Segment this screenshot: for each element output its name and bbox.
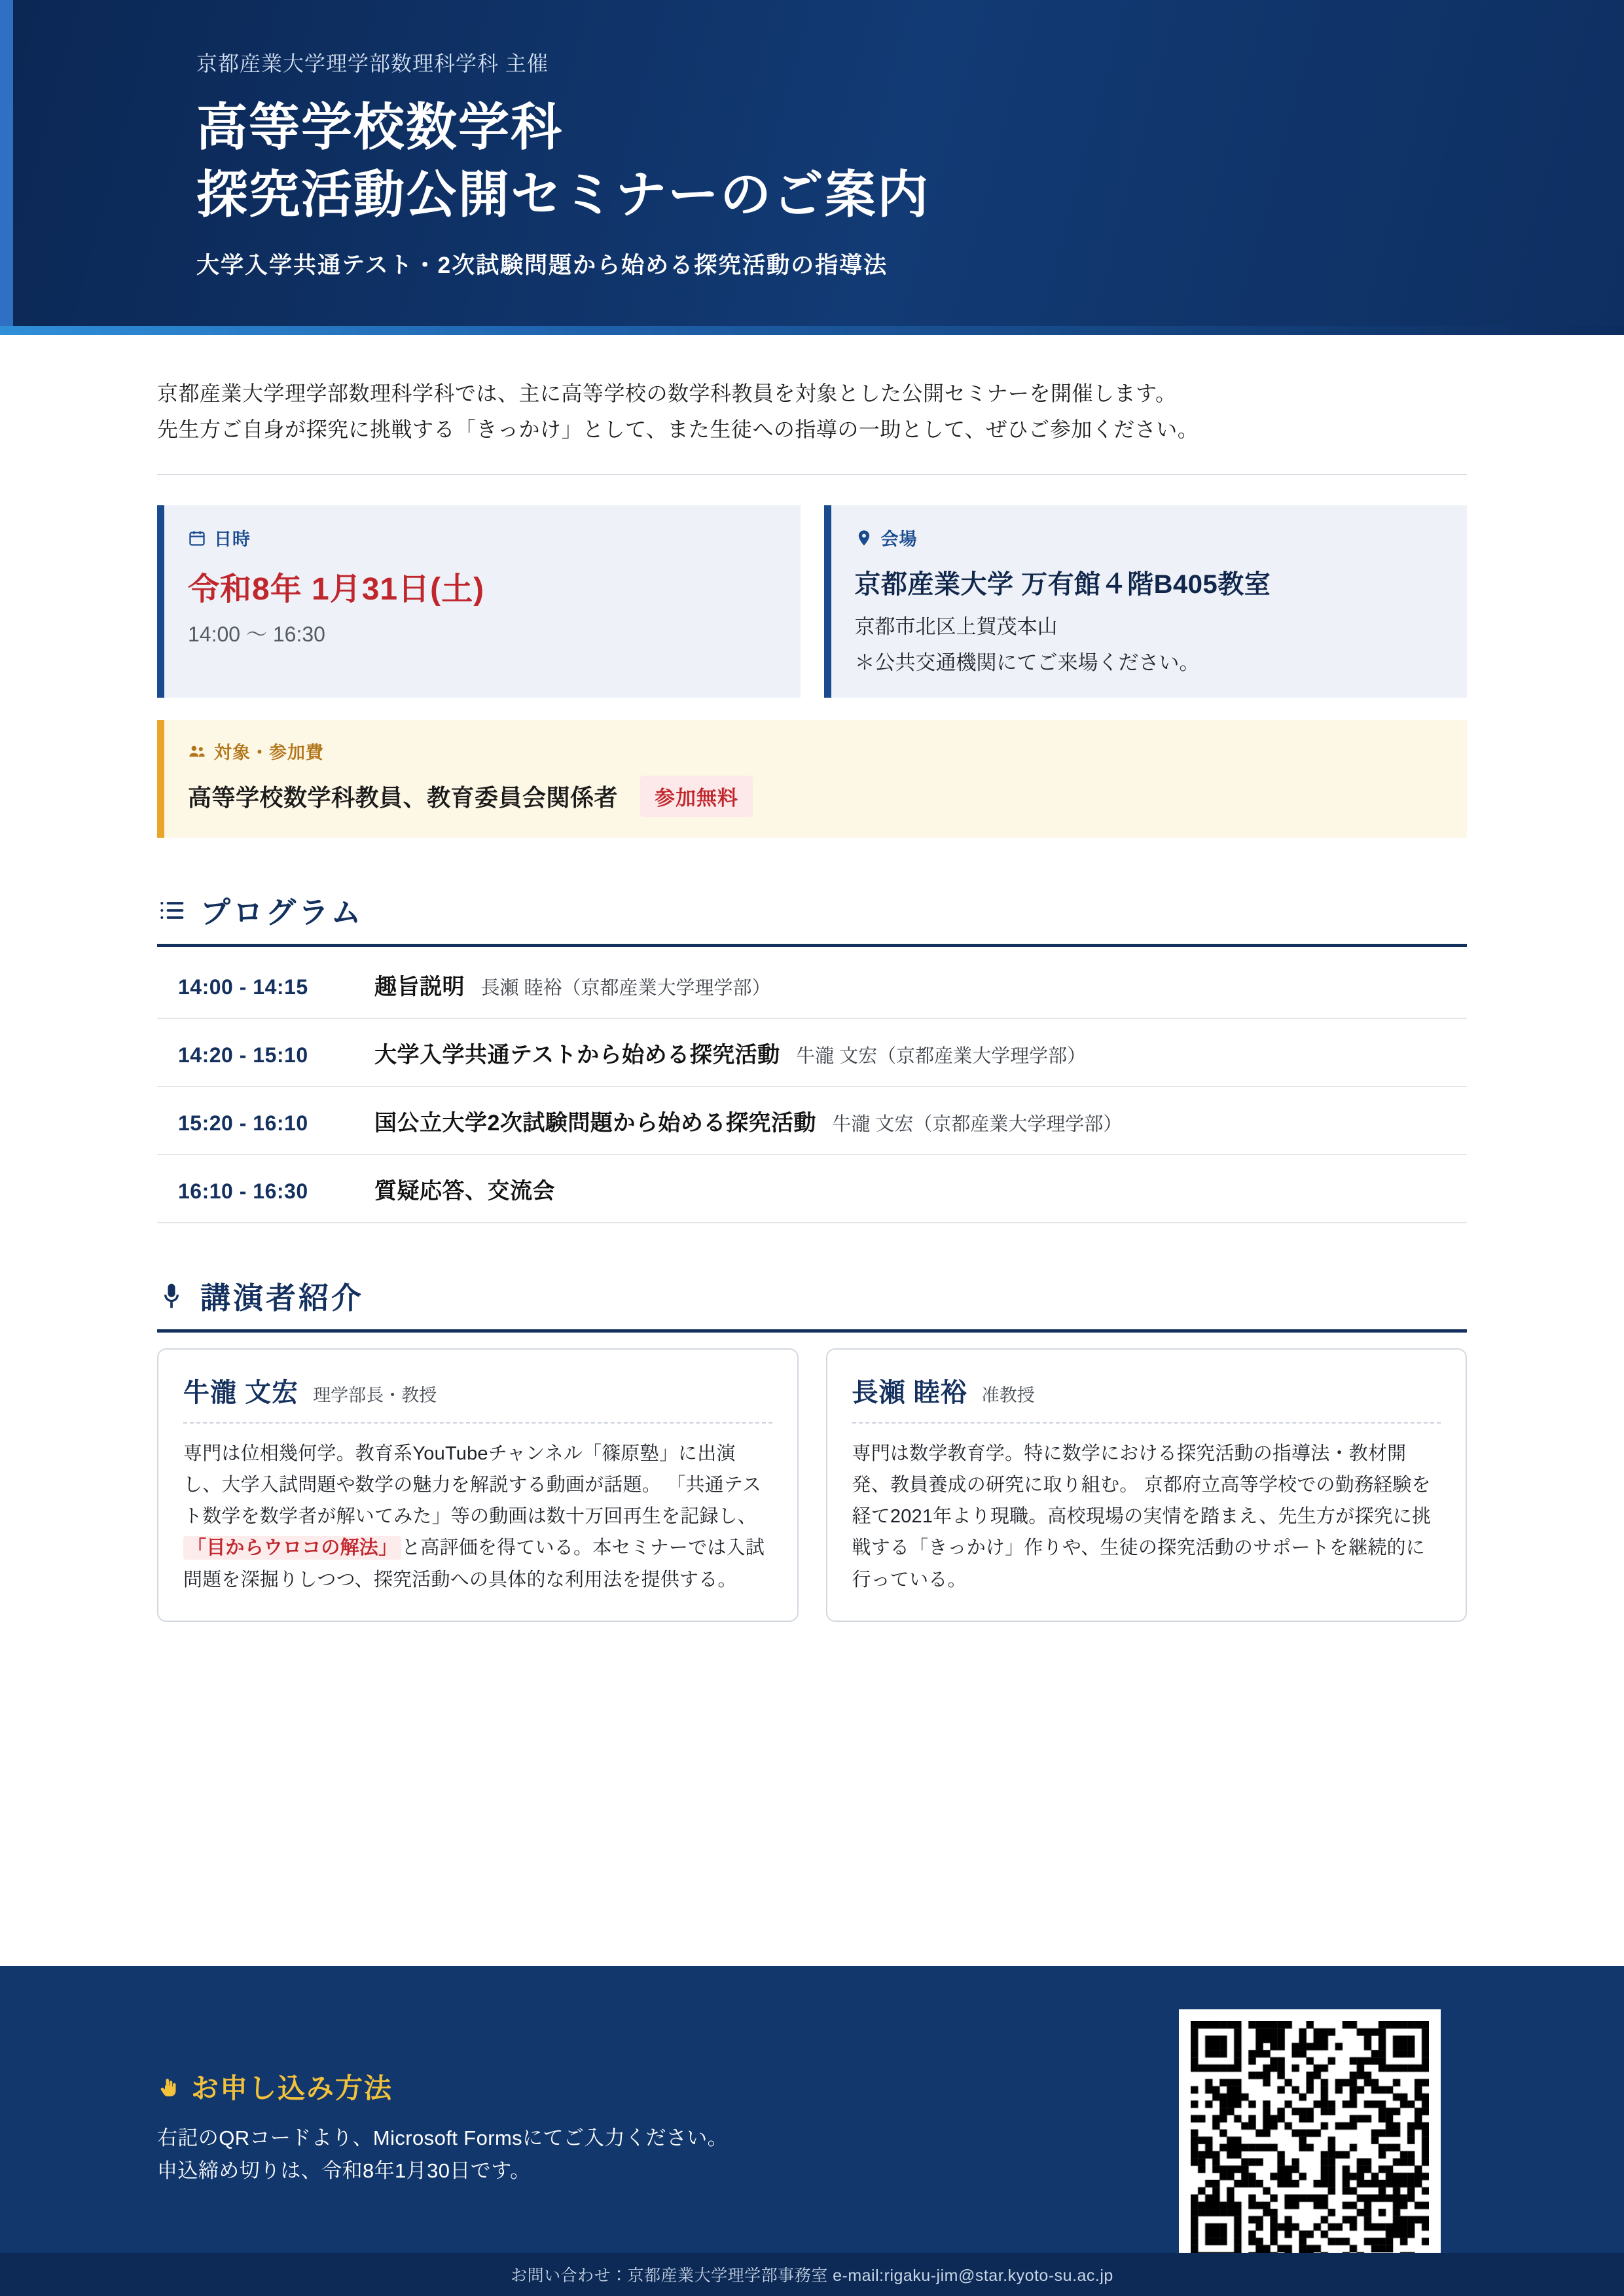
page-title-line2: 探究活動公開セミナーのご案内 (196, 166, 930, 223)
speaker-divider (852, 1422, 1441, 1424)
apply-footer (0, 1966, 1624, 2296)
program-speaker: 牛瀧 文宏（京都産業大学理学部） (796, 1046, 1087, 1067)
lead-paragraph (157, 376, 1467, 448)
qr-code-canvas (1191, 2021, 1429, 2259)
venue-label-row (855, 525, 1444, 550)
status-badge: 参加無料 (640, 776, 753, 817)
program-heading-rule (157, 944, 1467, 947)
table-row (157, 1087, 1467, 1155)
table-row (157, 951, 1467, 1019)
program-heading-row (157, 889, 1467, 932)
main-content (0, 376, 1624, 1622)
apply-line-2: 申込締め切りは、令和8年1月30日です。 (157, 2159, 531, 2183)
program-time: 15:20 - 16:10 (178, 1111, 308, 1136)
info-row (157, 505, 1467, 698)
program-title: 大学入学共通テストから始める探究活動 (374, 1043, 780, 1068)
venue-address: 京都市北区上賀茂本山 (854, 615, 1058, 639)
speaker-bio (183, 1438, 772, 1596)
target-label: 対象・参加費 (214, 743, 324, 763)
poster-header (0, 0, 1624, 335)
program-speaker: 長瀬 睦裕（京都産業大学理学部） (480, 978, 771, 999)
program-time: 16:10 - 16:30 (178, 1179, 308, 1204)
apply-heading: お申し込み方法 (191, 2073, 393, 2104)
venue-note: ＊公共交通機関にてご来場ください。 (854, 651, 1200, 675)
program-title: 質疑応答、交流会 (374, 1179, 555, 1204)
people-icon (188, 742, 206, 761)
speaker-bio-before: 専門は位相幾何学。教育系YouTubeチャンネル「篠原塾」に出演し、大学入試問題や数学の魅力を解説する動画が話題。 「共通テスト数学を数学者が解いてみた」等の動画は数十万回再生を記録し、 (183, 1443, 762, 1528)
speaker-bio-after: と高評価を得ている。本セミナーでは入試問題を深掘りしつつ、探究活動への具体的な利用法を提供する。 (183, 1537, 765, 1590)
program-time: 14:20 - 15:10 (178, 1043, 308, 1067)
contact-bar (0, 2253, 1624, 2296)
lead-line-2: 先生方ご自身が探究に挑戦する「きっかけ」として、また生徒への指導の一助として、ぜひご参加ください。 (157, 418, 1199, 442)
event-time: 14:00 〜 16:30 (188, 622, 325, 647)
speaker-name-row (852, 1372, 1441, 1409)
speaker-name: 長瀬 睦裕 (852, 1378, 967, 1408)
target-line (188, 776, 1443, 817)
target-fee-box (157, 720, 1467, 838)
header-gradient-bar (0, 326, 1624, 335)
speaker-name-row (183, 1372, 772, 1409)
page-title (196, 94, 1545, 229)
page-subtitle: 大学入学共通テスト・2次試験問題から始める探究活動の指導法 (196, 252, 888, 278)
apply-heading-row (157, 2067, 1179, 2106)
target-label-row (188, 738, 1443, 764)
apply-instructions (157, 2122, 1179, 2187)
qr-code[interactable] (1179, 2009, 1441, 2271)
page-title-line1: 高等学校数学科 (196, 99, 564, 156)
speaker-card (157, 1348, 799, 1622)
speaker-bio-highlight: 「目からウロコの解法」 (183, 1536, 401, 1560)
datetime-label: 日時 (214, 529, 251, 550)
program-speaker: 牛瀧 文宏（京都産業大学理学部） (832, 1114, 1123, 1136)
venue-label: 会場 (880, 529, 918, 550)
contact-text: お問い合わせ：京都産業大学理学部事務室 e-mail:rigaku-jim@star.kyoto-su.ac.jp (511, 2267, 1113, 2285)
speaker-cards (157, 1348, 1467, 1622)
apply-line-1: 右記のQRコードより、Microsoft Formsにてご入力ください。 (157, 2126, 729, 2149)
map-pin-icon (855, 529, 873, 547)
program-list (157, 951, 1467, 1223)
program-title: 趣旨説明 (374, 975, 465, 1000)
hand-pointer-icon (157, 2075, 181, 2098)
header-accent-bar (0, 0, 13, 335)
target-audience: 高等学校数学科教員、教育委員会関係者 (188, 784, 619, 812)
speaker-name: 牛瀧 文宏 (183, 1378, 299, 1408)
microphone-icon (157, 1282, 186, 1310)
program-title: 国公立大学2次試験問題から始める探究活動 (374, 1111, 816, 1136)
speaker-role: 理学部長・教授 (313, 1386, 437, 1406)
table-row (157, 1155, 1467, 1223)
speaker-role: 准教授 (981, 1386, 1035, 1406)
host-organization: 京都産業大学理学部数理科学科 主催 (196, 52, 549, 75)
datetime-box (157, 505, 801, 698)
table-row (157, 1019, 1467, 1087)
venue-box (824, 505, 1468, 698)
speaker-bio-before: 専門は数学教育学。特に数学における探究活動の指導法・教材開発、教員養成の研究に取り組む。 京都府立高等学校での勤務経験を経て2021年より現職。高校現場の実情を踏まえ、先生方が探究に挑戦する「きっかけ」作りや、生徒の探究活動のサポートを継続的に行っている。 (852, 1443, 1432, 1590)
program-heading: プログラム (200, 895, 364, 930)
calendar-icon (188, 529, 206, 547)
event-date: 令和8年 1月31日(土) (188, 572, 485, 607)
venue-name: 京都産業大学 万有館４階B405教室 (854, 570, 1271, 600)
lead-line-1: 京都産業大学理学部数理科学科では、主に高等学校の数学科教員を対象とした公開セミナーを開催します。 (157, 382, 1177, 405)
speaker-divider (183, 1422, 772, 1424)
speaker-card (826, 1348, 1468, 1622)
list-icon (157, 896, 186, 925)
program-time: 14:00 - 14:15 (178, 975, 308, 999)
speaker-bio (852, 1438, 1441, 1596)
apply-block (157, 2009, 1179, 2187)
speakers-heading-row (157, 1274, 1467, 1318)
lead-divider (157, 474, 1467, 475)
speakers-heading: 講演者紹介 (200, 1281, 364, 1316)
datetime-label-row (188, 525, 777, 550)
speakers-heading-rule (157, 1329, 1467, 1333)
